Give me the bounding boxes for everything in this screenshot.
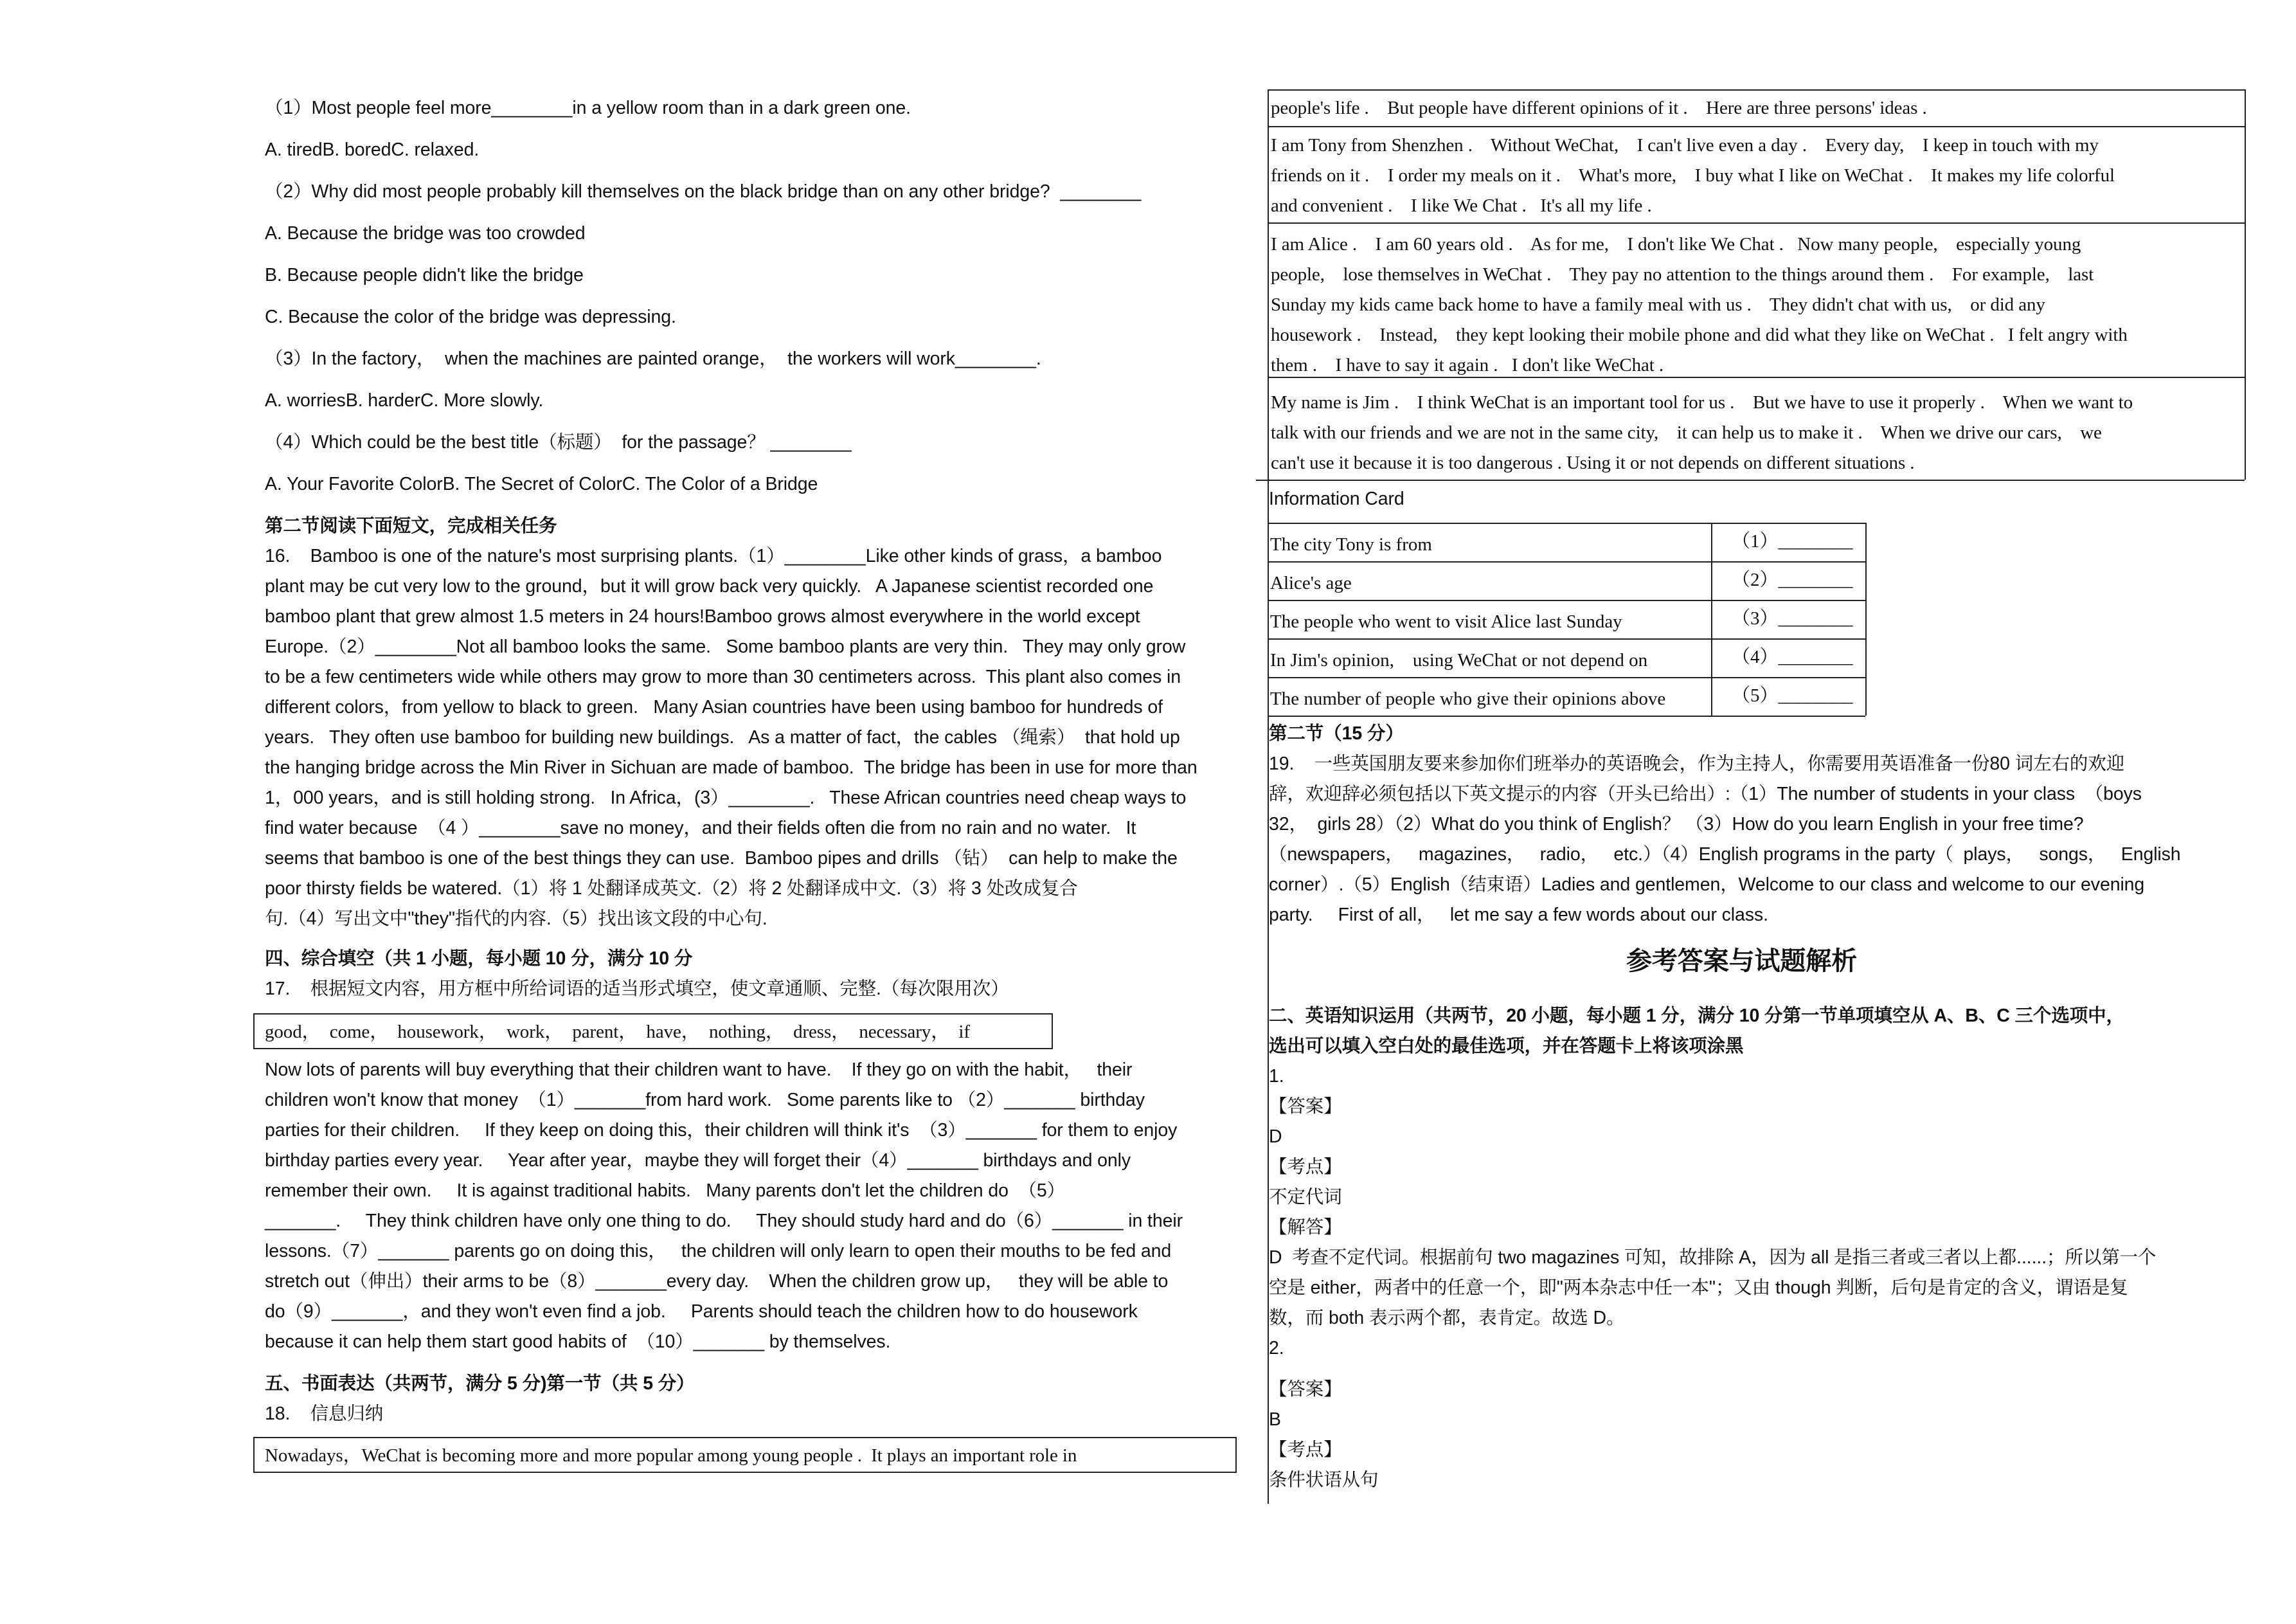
answers-heading-line: 选出可以填入空白处的最佳选项，并在答题卡上将该项涂黑: [1269, 1036, 1744, 1056]
prompt-line: 32， girls 28）（2）What do you think of English？ （3）How do you learn English in your free time?: [1269, 814, 2084, 835]
box-line: people's life . But people have different opinions of it . Here are three persons' ideas .: [1271, 98, 1927, 118]
tony-line: and convenient . I like We Chat . It's all my life .: [1271, 195, 1652, 216]
prompt-line: 辞，欢迎辞必须包括以下英文提示的内容（开头已给出）:（1）The number of students in your class （boys: [1269, 784, 2142, 804]
answer-2-number: 2.: [1269, 1338, 1284, 1358]
passage-line: parties for their children. If they keep on doing this，their children will think it's （3）_______ for them to enjoy: [265, 1120, 1178, 1141]
answers-heading-line: 二、英语知识运用（共两节，20 小题，每小题 1 分，满分 10 分第一节单项填空从 A、B、C 三个选项中，: [1269, 1006, 2124, 1026]
q17-intro: 17. 根据短文内容，用方框中所给词语的适当形式填空，使文章通顺、完整.（每次限用次）: [265, 979, 1009, 999]
passage-line: different colors，from yellow to black to green. Many Asian countries have been using bamboo for hundreds of: [265, 697, 1163, 717]
q15-1: （1）Most people feel more________in a yellow room than in a dark green one.: [265, 98, 911, 118]
section2b-heading: 第二节（15 分）: [1269, 723, 1404, 744]
info-blank: （4）________: [1732, 647, 1853, 667]
prompt-line: （newspapers， magazines， radio， etc.）（4）English programs in the party（ plays， songs， English: [1269, 844, 2181, 865]
passage-line: 16. Bamboo is one of the nature's most surprising plants.（1）________Like other kinds of grass，a bamboo: [265, 546, 1162, 566]
prompt-line: corner）.（5）English（结束语）Ladies and gentlemen，Welcome to our class and welcome to our evening: [1269, 874, 2145, 895]
prompt-line: 19. 一些英国朋友要来参加你们班举办的英语晚会，作为主持人，你需要用英语准备一份80 词左右的欢迎: [1269, 753, 2125, 774]
passage-line: do（9）_______，and they won't even find a job. Parents should teach the children how to do housework: [265, 1301, 1138, 1322]
point-value: 条件状语从句: [1269, 1470, 1379, 1490]
passage-line: remember their own. It is against traditional habits. Many parents don't let the children do （5）: [265, 1180, 1066, 1201]
q15-2-option-a: A. Because the bridge was too crowded: [265, 223, 586, 244]
answer-label: 【答案】: [1269, 1096, 1342, 1117]
q15-3-options: A. worriesB. harderC. More slowly.: [265, 390, 544, 411]
explanation-line: 空是 either，两者中的任意一个，即"两本杂志中任一本"；又由 though 判断，后句是肯定的含义，谓语是复: [1269, 1277, 2128, 1298]
explanation-label: 【解答】: [1269, 1217, 1342, 1238]
answer-1-number: 1.: [1269, 1066, 1284, 1087]
q15-2-option-b: B. Because people didn't like the bridge: [265, 265, 584, 285]
q15-1-options: A. tiredB. boredC. relaxed.: [265, 140, 480, 160]
q15-2: （2）Why did most people probably kill themselves on the black bridge than on any other bridge? ________: [265, 181, 1142, 202]
passage-line: Europe.（2）________Not all bamboo looks the same. Some bamboo plants are very thin. They may only grow: [265, 636, 1186, 657]
wechat-box-start: [253, 1437, 1237, 1473]
answer-value: D: [1269, 1126, 1282, 1147]
info-item: The people who went to visit Alice last Sunday: [1270, 611, 1622, 632]
section2-heading: 第二节阅读下面短文，完成相关任务: [265, 516, 557, 536]
word-box-text: good， come， housework， work， parent， have， nothing， dress， necessary， if: [265, 1022, 970, 1042]
passage-line: to be a few centimeters wide while others may grow to more than 30 centimeters across. This plant also comes in: [265, 667, 1181, 687]
alice-line: I am Alice . I am 60 years old . As for me, I don't like We Chat . Now many people, especially young: [1271, 234, 2081, 255]
alice-line: Sunday my kids came back home to have a family meal with us . They didn't chat with us, or did any: [1271, 294, 2045, 315]
q15-2-option-c: C. Because the color of the bridge was depressing.: [265, 307, 676, 327]
passage-line: the hanging bridge across the Min River in Sichuan are made of bamboo. The bridge has been in use for more than: [265, 757, 1197, 778]
info-blank: （2）________: [1732, 570, 1853, 590]
passage-line: find water because （4 ）________save no money，and their fields often die from no rain and no water. It: [265, 818, 1136, 838]
column-divider: [1268, 89, 1269, 1504]
jim-line: can't use it because it is too dangerous . Using it or not depends on different situations .: [1271, 453, 1915, 473]
alice-line: housework . Instead, they kept looking their mobile phone and did what they like on WeChat . I felt angry with: [1271, 325, 2128, 345]
passage-line: years. They often use bamboo for building new buildings. As a matter of fact，the cables （绳索） that hold up: [265, 727, 1180, 748]
tony-line: I am Tony from Shenzhen . Without WeChat, I can't live even a day . Every day, I keep in touch with my: [1271, 135, 2099, 156]
passage-line: _______. They think children have only one thing to do. They should study hard and do（6）_______ in their: [265, 1211, 1183, 1231]
point-label: 【考点】: [1269, 1439, 1342, 1460]
passage-line: bamboo plant that grew almost 1.5 meters in 24 hours!Bamboo grows almost everywhere in the world except: [265, 606, 1140, 627]
prompt-line: party. First of all， let me say a few words about our class.: [1269, 905, 1768, 925]
q15-4-options: A. Your Favorite ColorB. The Secret of ColorC. The Color of a Bridge: [265, 474, 818, 494]
section5-heading: 五、书面表达（共两节，满分 5 分)第一节（共 5 分）: [265, 1373, 695, 1394]
tony-line: friends on it . I order my meals on it . What's more, I buy what I like on WeChat . It makes my life colorful: [1271, 165, 2115, 186]
wechat-box-text: Nowadays，WeChat is becoming more and more popular among young people . It plays an important role in: [265, 1445, 1077, 1466]
q15-3: （3）In the factory， when the machines are painted orange， the workers will work________.: [265, 348, 1041, 369]
passage-line: plant may be cut very low to the ground，but it will grow back very quickly. A Japanese scientist recorded one: [265, 576, 1154, 597]
passage-line: children won't know that money （1）_______from hard work. Some parents like to （2）_______ birthday: [265, 1090, 1145, 1110]
info-item: Alice's age: [1270, 573, 1352, 593]
info-item: In Jim's opinion, using WeChat or not depend on: [1270, 650, 1648, 671]
word-box: [253, 1013, 1053, 1049]
info-item: The city Tony is from: [1270, 534, 1432, 555]
answers-title: 参考答案与试题解析: [1626, 947, 1858, 975]
passage-line: Now lots of parents will buy everything that their children want to have. If they go on with the habit， their: [265, 1060, 1133, 1080]
passage-line: seems that bamboo is one of the best things they can use. Bamboo pipes and drills （钻） can help to make the: [265, 848, 1178, 869]
info-item: The number of people who give their opinions above: [1270, 689, 1666, 709]
info-blank: （5）________: [1732, 685, 1853, 706]
info-card-label: Information Card: [1269, 489, 1404, 509]
jim-line: My name is Jim . I think WeChat is an important tool for us . But we have to use it properly . When we want to: [1271, 392, 2133, 413]
passage-line: 1，000 years，and is still holding strong. In Africa，(3）________. These African countries need cheap ways to: [265, 788, 1187, 808]
passage-line: birthday parties every year. Year after year，maybe they will forget their（4）_______ birthdays and only: [265, 1150, 1131, 1171]
answer-value: B: [1269, 1409, 1281, 1430]
explanation-line: D 考查不定代词。根据前句 two magazines 可知，故排除 A，因为 all 是指三者或三者以上都......；所以第一个: [1269, 1247, 2157, 1268]
explanation-line: 数，而 both 表示两个都，表肯定。故选 D。: [1269, 1308, 1625, 1328]
alice-line: people, lose themselves in WeChat . They pay no attention to the things around them . For example, last: [1271, 264, 2094, 285]
alice-line: them . I have to say it again . I don't like WeChat .: [1271, 355, 1664, 375]
jim-line: talk with our friends and we are not in the same city, it can help us to make it . When we drive our cars, we: [1271, 422, 2102, 443]
section4-heading: 四、综合填空（共 1 小题，每小题 10 分，满分 10 分: [265, 948, 693, 969]
q18-label: 18. 信息归纳: [265, 1403, 384, 1424]
answer-label: 【答案】: [1269, 1379, 1342, 1400]
q15-4: （4）Which could be the best title（标题） for the passage？ ________: [265, 432, 852, 453]
info-blank: （3）________: [1732, 608, 1853, 629]
passage-line: poor thirsty fields be watered.（1）将 1 处翻译成英文.（2）将 2 处翻译成中文.（3）将 3 处改成复合: [265, 878, 1078, 899]
passage-line: because it can help them start good habits of （10）_______ by themselves.: [265, 1331, 891, 1352]
passage-line: lessons.（7）_______ parents go on doing this， the children will only learn to open their mouths to be fed and: [265, 1241, 1172, 1261]
passage-line: 句.（4）写出文中"they"指代的内容.（5）找出该文段的中心句.: [265, 908, 767, 929]
point-value: 不定代词: [1269, 1187, 1342, 1207]
passage-line: stretch out（伸出）their arms to be（8）_______every day. When the children grow up， they will be able to: [265, 1271, 1169, 1292]
info-blank: （1）________: [1732, 531, 1853, 552]
point-label: 【考点】: [1269, 1157, 1342, 1177]
